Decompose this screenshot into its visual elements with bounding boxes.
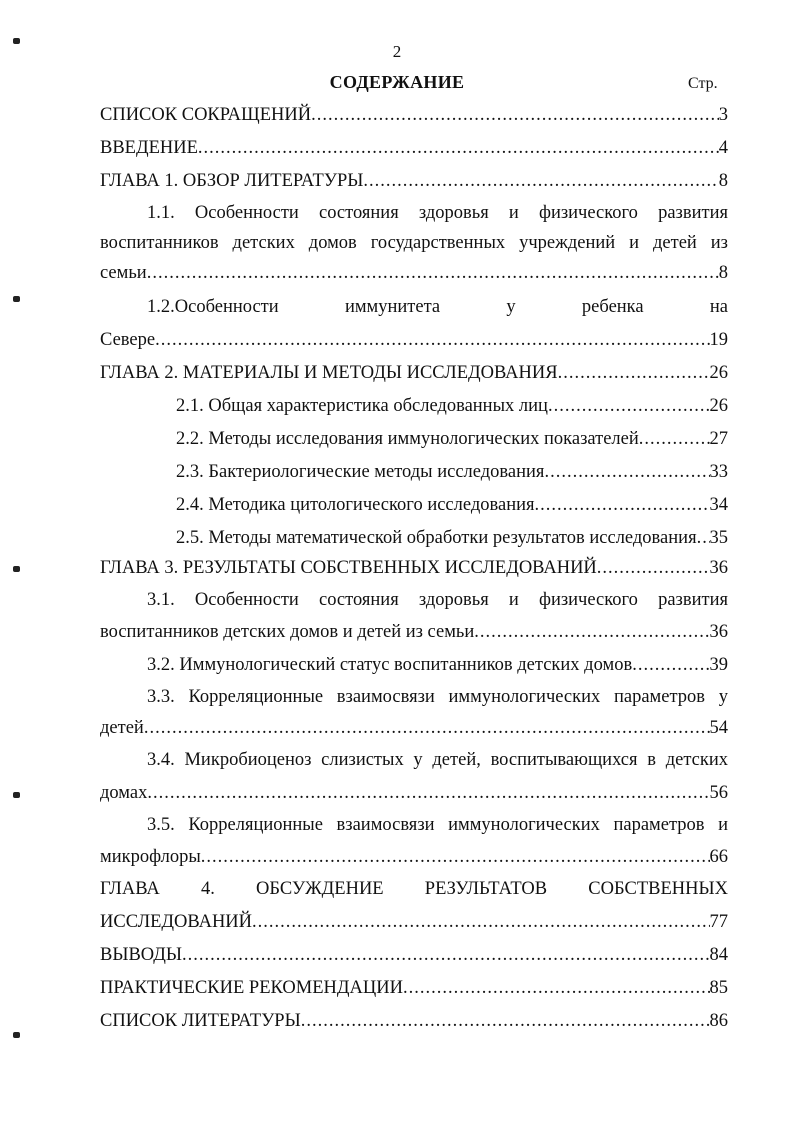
toc-entry-title: 2.4. Методика цитологического исследования — [176, 495, 535, 515]
dot-leader — [548, 394, 710, 418]
toc-entry-title: СПИСОК ЛИТЕРАТУРЫ — [100, 1011, 301, 1031]
toc-entry-title: микрофлоры — [100, 847, 201, 867]
dot-leader — [144, 716, 710, 740]
toc-entry-title: 2.1. Общая характеристика обследованных лиц — [176, 396, 548, 416]
toc-entry — [100, 943, 728, 967]
toc-entry-page: 66 — [709, 847, 728, 867]
scan-mark — [13, 566, 20, 572]
toc-entry-title: домах — [100, 783, 148, 803]
toc-entry-page: 85 — [709, 978, 728, 998]
toc-entry-page: 26 — [709, 396, 728, 416]
toc-entry — [100, 976, 728, 1000]
dot-leader — [474, 620, 709, 644]
toc-entry-title: семьи — [100, 263, 147, 283]
toc-entry — [176, 394, 728, 418]
toc-entry-page: 34 — [709, 495, 728, 515]
toc-entry — [100, 1009, 728, 1033]
page-title: СОДЕРЖАНИЕ — [329, 72, 465, 92]
scan-mark — [13, 792, 20, 798]
toc-entry-page: 36 — [709, 622, 728, 642]
toc-entry-page: 19 — [709, 330, 728, 350]
toc-entry-page: 27 — [709, 429, 728, 449]
toc-line: 3.4. Микробиоценоз слизистых у детей, воспитывающихся в детских — [147, 750, 728, 770]
toc-entry — [100, 361, 728, 385]
toc-entry — [100, 261, 728, 285]
toc-entry — [100, 781, 728, 805]
toc-entry-page: 33 — [709, 462, 728, 482]
toc-line: 1.2.Особенности иммунитета у ребенка на — [147, 297, 728, 317]
toc-entry-page: 8 — [718, 171, 728, 191]
page-number: 2 — [392, 42, 402, 61]
toc-entry — [176, 526, 728, 550]
toc-entry — [176, 493, 728, 517]
toc-line: 3.5. Корреляционные взаимосвязи иммунологических параметров и — [147, 815, 728, 835]
toc-entry-title: СПИСОК СОКРАЩЕНИЙ — [100, 105, 312, 125]
toc-entry-title: ИССЛЕДОВАНИЙ — [100, 912, 253, 932]
toc-entry — [100, 103, 728, 127]
toc-entry-page: 36 — [709, 558, 728, 578]
toc-line: 3.1. Особенности состояния здоровья и физического развития — [147, 590, 728, 610]
page-column-label: Стр. — [688, 75, 718, 92]
toc-entry — [100, 136, 728, 160]
toc-entry-title: воспитанников детских домов и детей из семьи — [100, 622, 475, 642]
toc-entry-page: 26 — [709, 363, 728, 383]
toc-entry — [100, 716, 728, 740]
toc-entry-title: ВЫВОДЫ — [100, 945, 183, 965]
toc-line: 1.1. Особенности состояния здоровья и физического развития — [147, 203, 728, 223]
toc-entry — [100, 328, 728, 352]
dot-leader — [544, 460, 709, 484]
dot-leader — [301, 1009, 710, 1033]
toc-entry-page: 8 — [718, 263, 728, 283]
toc-entry-page: 77 — [709, 912, 728, 932]
dot-leader — [403, 976, 710, 1000]
toc-entry — [176, 460, 728, 484]
toc-entry-page: 3 — [718, 105, 728, 125]
toc-entry-title: 2.5. Методы математической обработки результатов исследования — [176, 528, 697, 548]
dot-leader — [697, 526, 710, 550]
dot-leader — [558, 361, 710, 385]
toc-entry-page: 35 — [709, 528, 728, 548]
toc-entry-page: 56 — [709, 783, 728, 803]
dot-leader — [198, 136, 719, 160]
dot-leader — [363, 169, 718, 193]
toc-line: ГЛАВА 4. ОБСУЖДЕНИЕ РЕЗУЛЬТАТОВ СОБСТВЕННЫХ — [100, 879, 728, 899]
toc-entry-title: ГЛАВА 1. ОБЗОР ЛИТЕРАТУРЫ — [100, 171, 364, 191]
dot-leader — [252, 910, 709, 934]
toc-entry-title: Севере — [100, 330, 156, 350]
toc-entry-title: 2.3. Бактериологические методы исследования — [176, 462, 545, 482]
dot-leader — [597, 556, 710, 580]
toc-line: 3.3. Корреляционные взаимосвязи иммунологических параметров у — [147, 687, 728, 707]
toc-entry — [176, 427, 728, 451]
toc-entry — [100, 556, 728, 580]
toc-entry — [100, 845, 728, 869]
toc-entry-title: ПРАКТИЧЕСКИЕ РЕКОМЕНДАЦИИ — [100, 978, 403, 998]
toc-entry — [100, 910, 728, 934]
dot-leader — [201, 845, 710, 869]
toc-entry-title: ГЛАВА 3. РЕЗУЛЬТАТЫ СОБСТВЕННЫХ ИССЛЕДОВАНИЙ — [100, 558, 597, 578]
toc-entry-page: 86 — [709, 1011, 728, 1031]
scan-mark — [13, 1032, 20, 1038]
dot-leader — [311, 103, 719, 127]
toc-entry-page: 84 — [709, 945, 728, 965]
dot-leader — [147, 781, 709, 805]
dot-leader — [147, 261, 719, 285]
toc-entry — [147, 653, 728, 677]
scan-mark — [13, 38, 20, 44]
dot-leader — [632, 653, 709, 677]
toc-entry-title: детей — [100, 718, 144, 738]
dot-leader — [155, 328, 709, 352]
toc-entry-title: 2.2. Методы исследования иммунологических показателей — [176, 429, 639, 449]
toc-entry-title: 3.2. Иммунологический статус воспитанников детских домов — [147, 655, 633, 675]
dot-leader — [182, 943, 709, 967]
toc-entry-title: ГЛАВА 2. МАТЕРИАЛЫ И МЕТОДЫ ИССЛЕДОВАНИЯ — [100, 363, 558, 383]
toc-entry-page: 54 — [709, 718, 728, 738]
toc-line: воспитанников детских домов государственных учреждений и детей из — [100, 233, 728, 253]
dot-leader — [639, 427, 710, 451]
scan-mark — [13, 296, 20, 302]
toc-entry-page: 4 — [718, 138, 728, 158]
toc-entry-title: ВВЕДЕНИЕ — [100, 138, 198, 158]
toc-entry — [100, 169, 728, 193]
toc-entry — [100, 620, 728, 644]
toc-entry-page: 39 — [709, 655, 728, 675]
dot-leader — [535, 493, 710, 517]
